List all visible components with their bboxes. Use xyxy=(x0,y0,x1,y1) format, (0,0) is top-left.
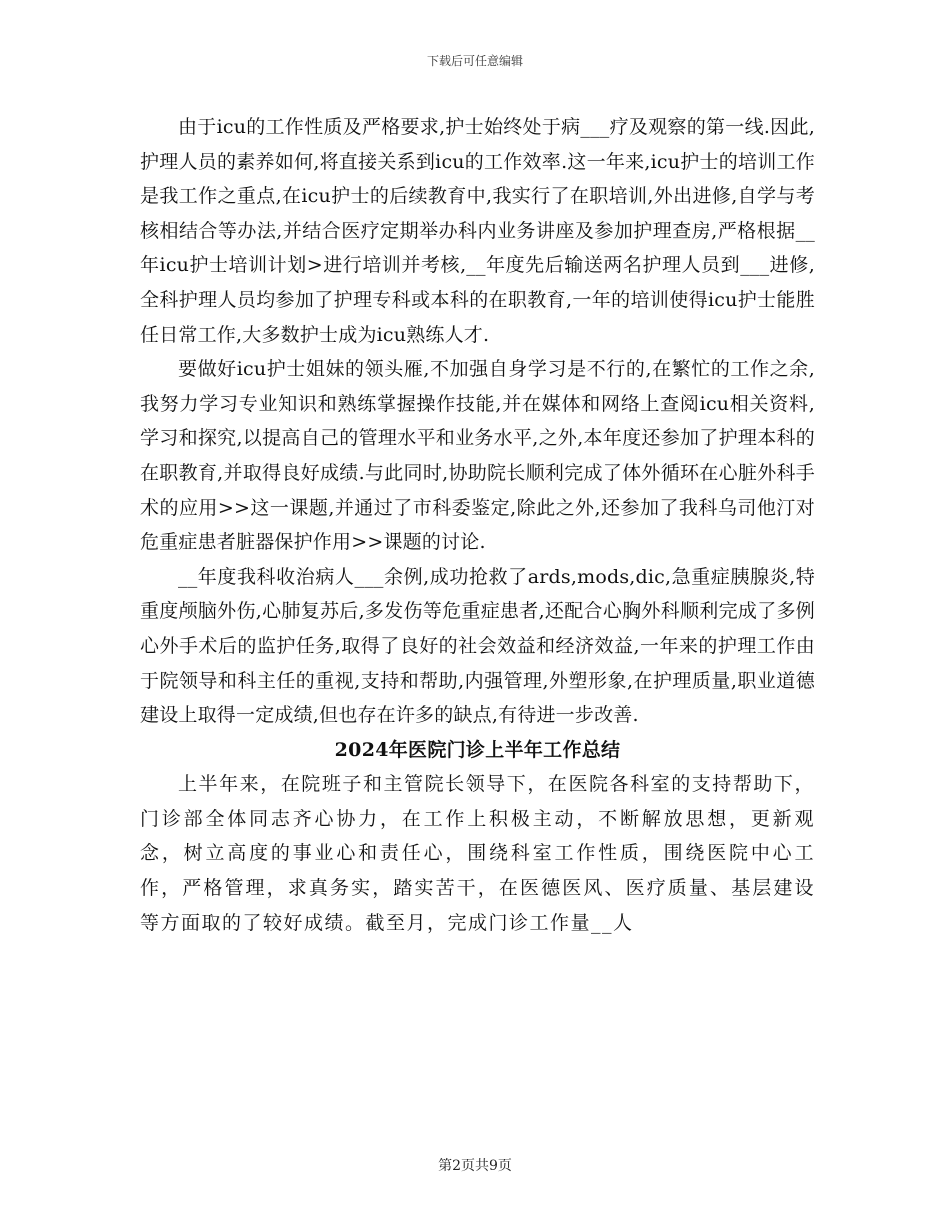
paragraph-outpatient-summary: 上半年来，在院班子和主管院长领导下，在医院各科室的支持帮助下，门诊部全体同志齐心协力，在工作上积极主动，不断解放思想，更新观念，树立高度的事业心和责任心，围绕科室工作性质，围绕医院中心工作，严格管理，求真务实，踏实苦干，在医德医风、医疗质量、基层建设等方面取的了较好成绩。截至月，完成门诊工作量__人 xyxy=(140,773,815,934)
section-title: 2024年医院门诊上半年工作总结 xyxy=(334,738,621,761)
document-body xyxy=(140,110,815,940)
paragraph-icu-training: 由于icu的工作性质及严格要求,护士始终处于病___疗及观察的第一线.因此,护理人员的素养如何,将直接关系到icu的工作效率.这一年来,icu护士的培训工作是我工作之重点,在icu护士的后续教育中,我实行了在职培训,外出进修,自学与考核相结合等办法,并结合医疗定期举办科内业务讲座及参加护理查房,严格根据__年icu护士培训计划>进行培训并考核,__年度先后输送两名护理人员到___进修,全科护理人员均参加了护理专科或本科的在职教育,一年的培训使得icu护士能胜任日常工作,大多数护士成为icu熟练人才. xyxy=(140,116,815,346)
paragraph-self-study: 要做好icu护士姐妹的领头雁,不加强自身学习是不行的,在繁忙的工作之余,我努力学习专业知识和熟练掌握操作技能,并在媒体和网络上查阅icu相关资料,学习和探究,以提高自己的管理水平和业务水平,之外,本年度还参加了护理本科的在职教育,并取得良好成绩.与此同时,协助院长顺利完成了体外循环在心脏外科手术的应用>>这一课题,并通过了市科委鉴定,除此之外,还参加了我科乌司他汀对危重症患者脏器保护作用>>课题的讨论. xyxy=(140,358,815,554)
page-number: 第2页共9页 xyxy=(438,1158,512,1174)
page-header: 下载后可任意编辑 xyxy=(426,54,523,68)
paragraph-annual-results: __年度我科收治病人___余例,成功抢救了ards,mods,dic,急重症胰腺炎,特重度颅脑外伤,心肺复苏后,多发伤等危重症患者,还配合心胸外科顺利完成了多例心外手术后的监护任务,取得了良好的社会效益和经济效益,一年来的护理工作由于院领导和科主任的重视,支持和帮助,内强管理,外塑形象,在护理质量,职业道德建设上取得一定成绩,但也存在许多的缺点,有待进一步改善. xyxy=(140,565,815,727)
